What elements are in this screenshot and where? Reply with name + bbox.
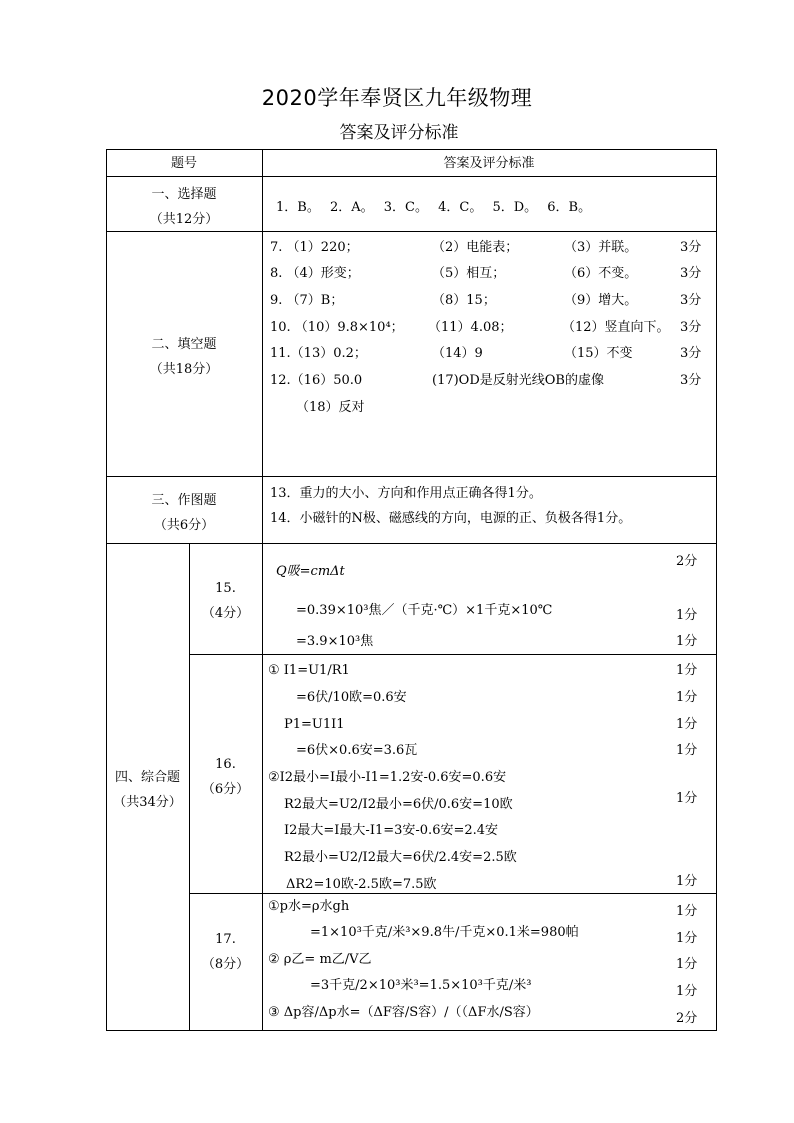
s2-row2-a: 8. （4）形变； xyxy=(270,266,360,281)
q15-score1: 2分 xyxy=(676,554,698,569)
q16-number: 16. xyxy=(215,757,236,772)
q15-score3: 1分 xyxy=(676,634,698,649)
header-col1: 题号 xyxy=(170,156,197,171)
q16-line6: R2最大=U2/I2最小=6伏/0.6安=10欧 xyxy=(284,797,513,812)
row-divider xyxy=(106,231,717,232)
section2-name: 二、填空题 xyxy=(151,337,217,352)
s2-row3-c: （9）增大。 xyxy=(564,293,638,308)
q16-line3: P1=U1I1 xyxy=(284,717,345,732)
q16-score3: 1分 xyxy=(676,717,698,732)
q17-score4: 1分 xyxy=(676,984,698,999)
table-border-top xyxy=(106,149,717,150)
table-border-bottom xyxy=(106,1030,717,1031)
s2-row4-c: （12）竖直向下。 xyxy=(562,320,670,335)
s2-row4-score: 3分 xyxy=(680,320,702,335)
s2-row5-score: 3分 xyxy=(680,346,702,361)
table-border-left xyxy=(106,149,107,1031)
q15-score2: 1分 xyxy=(676,608,698,623)
section1-answers: 1．B。 2．A。 3．C。 4．C。 5．D。 6．B。 xyxy=(276,200,592,215)
q16-score6: 1分 xyxy=(676,874,698,889)
q16-line8: R2最小=U2/I2最大=6伏/2.4安=2.5欧 xyxy=(284,850,517,865)
s2-row2-c: （6）不变。 xyxy=(564,266,638,281)
s2-row3-a: 9. （7）B； xyxy=(270,293,344,308)
q16-line4: =6伏×0.6安=3.6瓦 xyxy=(296,743,418,758)
q16-points: （6分） xyxy=(201,782,250,797)
s2-row3-b: （8）15； xyxy=(432,293,496,308)
s2-row1-b: （2）电能表； xyxy=(432,240,519,255)
q16-line9: ΔR2=10欧-2.5欧=7.5欧 xyxy=(286,877,437,892)
column-divider xyxy=(262,149,263,1031)
q17-line2: =1×10³千克/米³×9.8牛/千克×0.1米=980帕 xyxy=(310,925,579,940)
section3-line1: 13．重力的大小、方向和作用点正确各得1分。 xyxy=(270,486,542,501)
q16-score5: 1分 xyxy=(676,791,698,806)
section3-name: 三、作图题 xyxy=(151,493,217,508)
q16-line2: =6伏/10欧=0.6安 xyxy=(296,690,407,705)
s2-row2-score: 3分 xyxy=(680,266,702,281)
q16-line5: ②I2最小=I最小-I1=1.2安-0.6安=0.6安 xyxy=(268,770,507,785)
q17-score2: 1分 xyxy=(676,931,698,946)
s2-row3-score: 3分 xyxy=(680,293,702,308)
q16-score1: 1分 xyxy=(676,663,698,678)
document-subtitle: 答案及评分标准 xyxy=(339,123,459,143)
q17-number: 17. xyxy=(215,932,236,947)
q15-line1: Q吸=cmΔt xyxy=(276,564,345,579)
q15-points: （4分） xyxy=(201,606,250,621)
q15-line2: =0.39×10³焦／（千克·℃）×1千克×10℃ xyxy=(296,603,553,618)
q17-line5: ③ Δp容/Δp水=（ΔF容/S容）/（（ΔF水/S容） xyxy=(268,1005,539,1020)
q16-score4: 1分 xyxy=(676,743,698,758)
header-col2: 答案及评分标准 xyxy=(443,156,535,171)
section2-points: （共18分） xyxy=(149,362,219,377)
s2-row6-b: (17)OD是反射光线OB的虚像 xyxy=(432,373,604,388)
q17-line4: =3千克/2×10³米³=1.5×10³千克/米³ xyxy=(310,978,532,993)
q17-score1: 1分 xyxy=(676,904,698,919)
row-divider xyxy=(106,176,717,177)
s2-row6-score: 3分 xyxy=(680,373,702,388)
s2-row5-b: （14）9 xyxy=(432,346,483,361)
section1-points: （共12分） xyxy=(149,212,219,227)
section3-line2: 14．小磁针的N极、磁感线的方向，电源的正、负极各得1分。 xyxy=(270,511,632,526)
q17-score3: 1分 xyxy=(676,957,698,972)
q15-number: 15. xyxy=(215,581,236,596)
s2-row2-b: （5）相互； xyxy=(432,266,506,281)
q17-score5: 2分 xyxy=(676,1011,698,1026)
section4-name: 四、综合题 xyxy=(114,770,180,785)
q16-score2: 1分 xyxy=(676,690,698,705)
document-title: 2020学年奉贤区九年级物理 xyxy=(261,86,533,110)
s2-row1-score: 3分 xyxy=(680,240,702,255)
row-divider xyxy=(106,543,717,544)
section4-points: （共34分） xyxy=(113,795,182,810)
q17-line3: ② ρ乙= m乙/V乙 xyxy=(268,952,372,967)
s2-row1-c: （3）并联。 xyxy=(564,240,638,255)
s2-row1-a: 7. （1）220； xyxy=(270,240,359,255)
s2-row5-c: （15）不变 xyxy=(564,346,633,361)
q17-line1: ①p水=ρ水gh xyxy=(268,899,350,914)
q17-points: （8分） xyxy=(201,957,250,972)
section1-name: 一、选择题 xyxy=(151,187,217,202)
row-divider xyxy=(189,654,717,655)
row-divider xyxy=(106,476,717,477)
s2-row4-b: （11）4.08； xyxy=(428,320,513,335)
q16-line1: ① I1=U1/R1 xyxy=(268,663,350,678)
s2-row5-a: 11.（13）0.2； xyxy=(270,346,367,361)
s2-extra: （18）反对 xyxy=(296,400,365,415)
s2-row6-a: 12.（16）50.0 xyxy=(270,373,363,388)
q15-line3: =3.9×10³焦 xyxy=(296,634,374,649)
s2-row4-a: 10. （10）9.8×10⁴； xyxy=(270,320,404,335)
table-border-right xyxy=(716,149,717,1031)
row-divider xyxy=(189,893,717,894)
section3-points: （共6分） xyxy=(153,518,215,533)
q16-line7: I2最大=I最大-I1=3安-0.6安=2.4安 xyxy=(284,823,499,838)
